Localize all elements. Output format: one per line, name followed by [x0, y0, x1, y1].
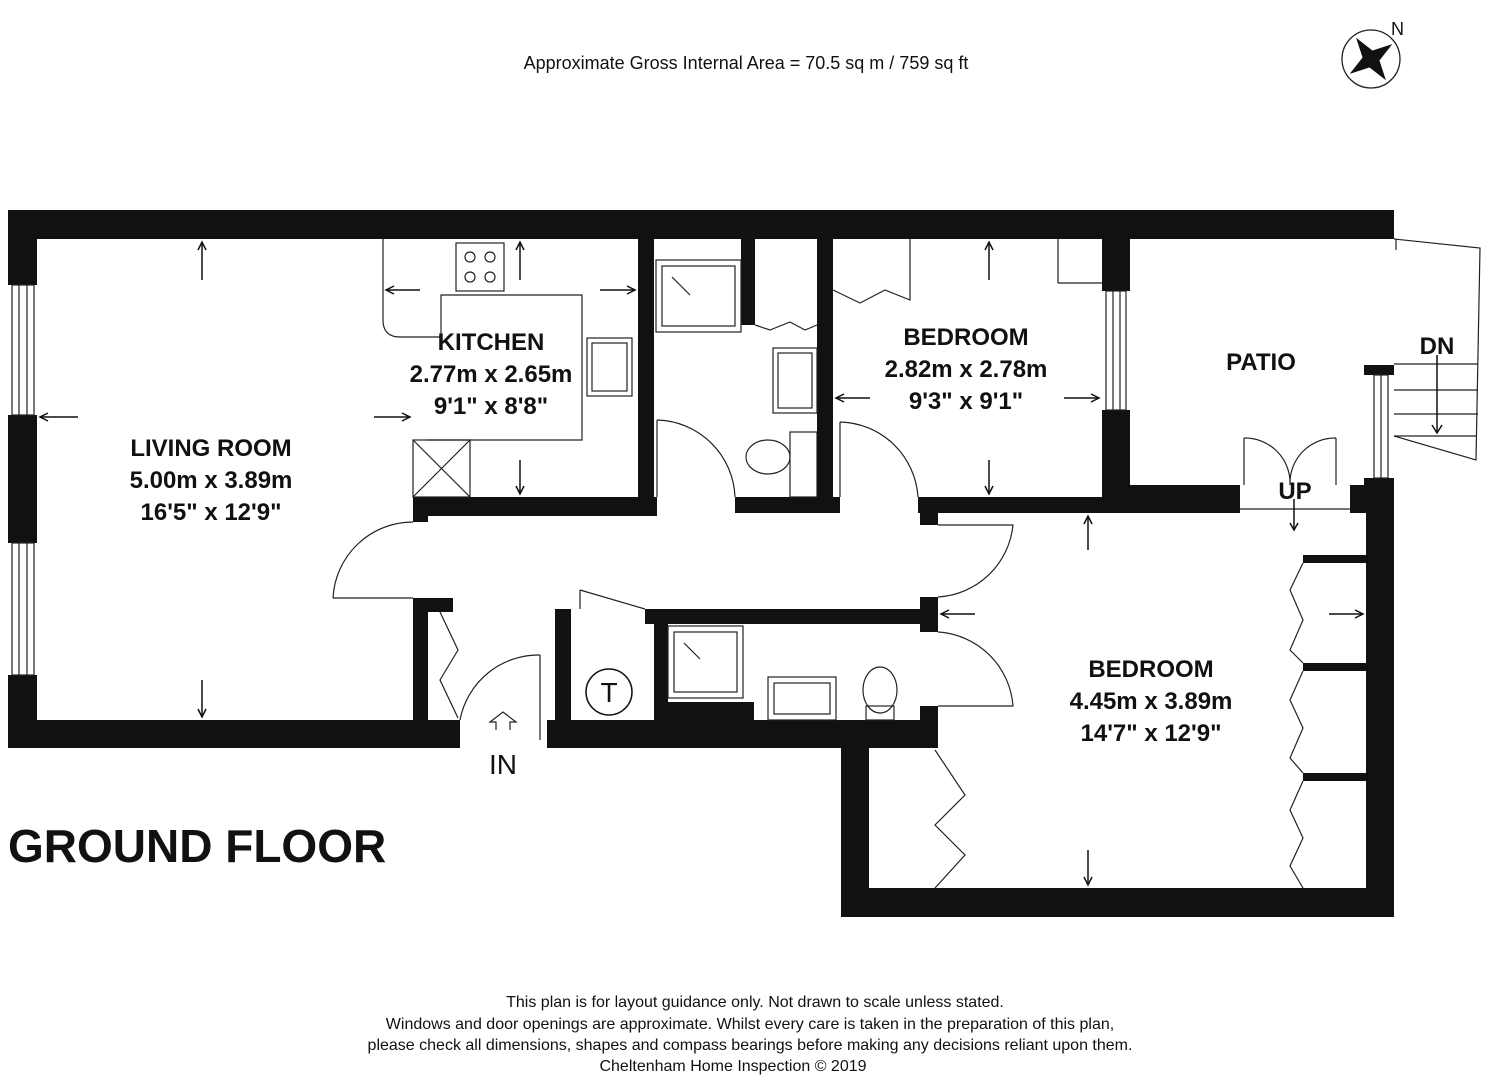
- disclaimer-line: Cheltenham Home Inspection © 2019: [599, 1058, 867, 1075]
- floor-title: GROUND FLOOR: [8, 820, 387, 872]
- room-name: KITCHEN: [437, 329, 545, 356]
- room-bedroom-small: [885, 324, 1048, 415]
- disclaimer-line: please check all dimensions, shapes and compass bearings before making any decisions reliant upon them.: [367, 1037, 1133, 1054]
- disclaimer-line: Windows and door openings are approximate. Whilst every care is taken in the preparation of this plan,: [385, 1016, 1115, 1033]
- disclaimer-line: This plan is for layout guidance only. Not drawn to scale unless stated.: [506, 994, 1004, 1011]
- room-dimensions-metric: 4.45m x 3.89m: [1069, 688, 1233, 715]
- entrance-label: IN: [489, 749, 517, 780]
- room-dimensions-imperial: 14'7" x 12'9": [1080, 720, 1222, 747]
- room-kitchen: [410, 329, 573, 420]
- gross-area-text: Approximate Gross Internal Area = 70.5 sq m / 759 sq ft: [523, 53, 969, 73]
- room-dimensions-metric: 5.00m x 3.89m: [129, 467, 293, 494]
- room-dimensions-imperial: 9'3" x 9'1": [908, 388, 1024, 415]
- room-name: BEDROOM: [903, 324, 1029, 351]
- compass-north-label: N: [1391, 19, 1404, 39]
- compass-icon: [1342, 19, 1404, 88]
- room-name: PATIO: [1226, 349, 1296, 376]
- stairs-up-label: UP: [1278, 478, 1312, 505]
- dimension-arrows: [40, 242, 1363, 885]
- room-dimensions-imperial: 9'1" x 8'8": [433, 393, 549, 420]
- room-patio: [1226, 349, 1296, 376]
- walls: [8, 210, 1394, 917]
- room-dimensions-metric: 2.82m x 2.78m: [884, 356, 1048, 383]
- room-name: LIVING ROOM: [130, 435, 292, 462]
- room-living: [130, 435, 293, 526]
- entrance-arrow-icon: [490, 712, 516, 730]
- stairs-down-label: DN: [1419, 333, 1455, 360]
- room-bedroom-large: [1070, 656, 1233, 747]
- room-dimensions-metric: 2.77m x 2.65m: [409, 361, 573, 388]
- tank-label: T: [600, 677, 618, 708]
- disclaimer: [368, 994, 1133, 1075]
- room-name: BEDROOM: [1088, 656, 1214, 683]
- room-dimensions-imperial: 16'5" x 12'9": [140, 499, 282, 526]
- tank-icon: [586, 669, 632, 715]
